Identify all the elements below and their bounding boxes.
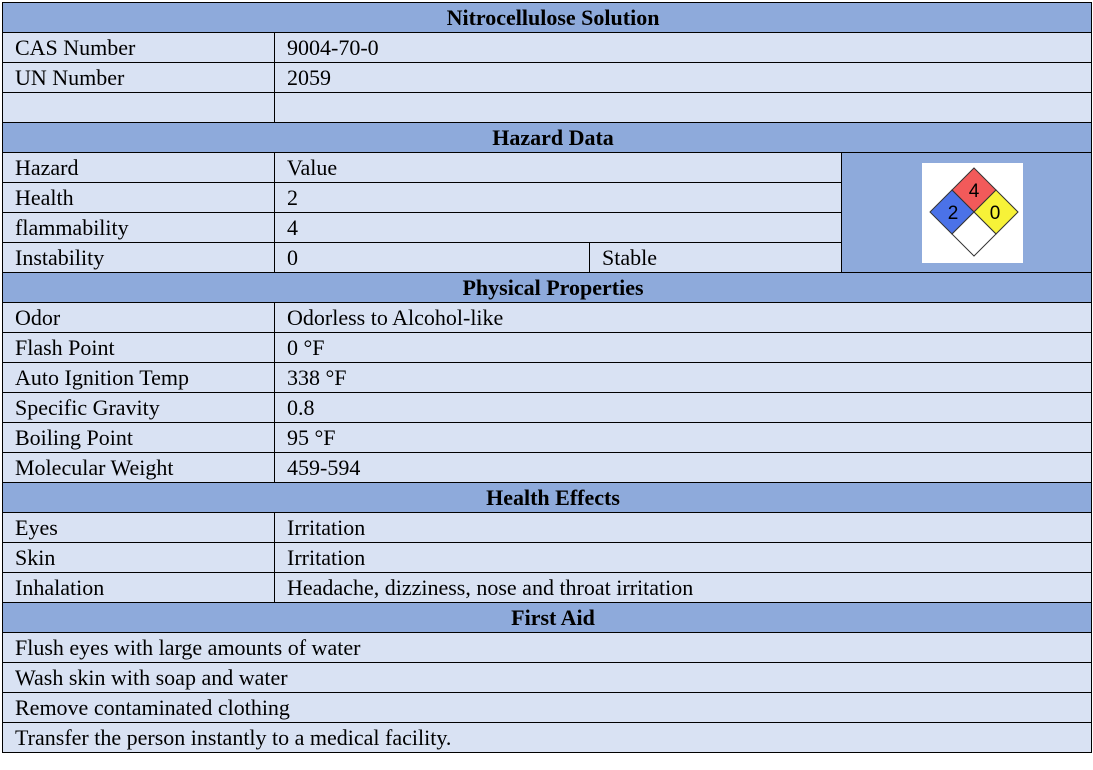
title-row <box>3 3 1092 33</box>
table-row <box>3 303 1092 333</box>
hazard-data-heading: Hazard Data <box>3 123 1092 153</box>
property-label: Boiling Point <box>3 423 275 453</box>
instability-value: 0 <box>275 243 590 273</box>
effect-value: Headache, dizziness, nose and throat irritation <box>275 573 1092 603</box>
physical-properties-heading: Physical Properties <box>3 273 1092 303</box>
first-aid-step: Transfer the person instantly to a medical facility. <box>3 723 1092 753</box>
first-aid-heading: First Aid <box>3 603 1092 633</box>
empty-value <box>275 93 1092 123</box>
effect-label: Skin <box>3 543 275 573</box>
flammability-value: 4 <box>275 213 842 243</box>
first-aid-step: Wash skin with soap and water <box>3 663 1092 693</box>
nfpa-diamond <box>922 163 1023 263</box>
property-label: Specific Gravity <box>3 393 275 423</box>
table-row <box>3 333 1092 363</box>
empty-row <box>3 93 1092 123</box>
cas-number-value: 9004-70-0 <box>275 33 1092 63</box>
effect-label: Eyes <box>3 513 275 543</box>
cas-number-label: CAS Number <box>3 33 275 63</box>
list-item <box>3 723 1092 753</box>
identifier-row <box>3 63 1092 93</box>
list-item <box>3 663 1092 693</box>
list-item <box>3 693 1092 723</box>
nfpa-diamond-cell <box>842 153 1092 273</box>
table-row <box>3 423 1092 453</box>
health-value: 2 <box>275 183 842 213</box>
health-label: Health <box>3 183 275 213</box>
property-label: Molecular Weight <box>3 453 275 483</box>
property-value: 0.8 <box>275 393 1092 423</box>
table-row <box>3 363 1092 393</box>
value-column-header: Value <box>275 153 842 183</box>
flammability-rating: 4 <box>968 180 980 202</box>
table-row <box>3 543 1092 573</box>
table-row <box>3 393 1092 423</box>
first-aid-step: Remove contaminated clothing <box>3 693 1092 723</box>
property-value: 0 °F <box>275 333 1092 363</box>
health-effects-heading: Health Effects <box>3 483 1092 513</box>
property-label: Odor <box>3 303 275 333</box>
instability-note: Stable <box>590 243 842 273</box>
instability-label: Instability <box>3 243 275 273</box>
empty-label <box>3 93 275 123</box>
property-value: Odorless to Alcohol-like <box>275 303 1092 333</box>
un-number-value: 2059 <box>275 63 1092 93</box>
list-item <box>3 633 1092 663</box>
section-header-row <box>3 273 1092 303</box>
identifier-row <box>3 33 1092 63</box>
table-row <box>3 453 1092 483</box>
section-header-row <box>3 603 1092 633</box>
hazard-column-header: Hazard <box>3 153 275 183</box>
health-rating: 2 <box>947 202 959 224</box>
un-number-label: UN Number <box>3 63 275 93</box>
effect-value: Irritation <box>275 543 1092 573</box>
section-header-row <box>3 123 1092 153</box>
section-header-row <box>3 483 1092 513</box>
property-label: Auto Ignition Temp <box>3 363 275 393</box>
sheet-title: Nitrocellulose Solution <box>3 3 1092 33</box>
effect-value: Irritation <box>275 513 1092 543</box>
effect-label: Inhalation <box>3 573 275 603</box>
first-aid-step: Flush eyes with large amounts of water <box>3 633 1092 663</box>
property-label: Flash Point <box>3 333 275 363</box>
property-value: 95 °F <box>275 423 1092 453</box>
table-row <box>3 513 1092 543</box>
hazard-header-row <box>3 153 1092 183</box>
chemical-data-sheet <box>2 2 1092 753</box>
property-value: 338 °F <box>275 363 1092 393</box>
instability-rating: 0 <box>989 202 1001 224</box>
flammability-label: flammability <box>3 213 275 243</box>
table-row <box>3 573 1092 603</box>
property-value: 459-594 <box>275 453 1092 483</box>
